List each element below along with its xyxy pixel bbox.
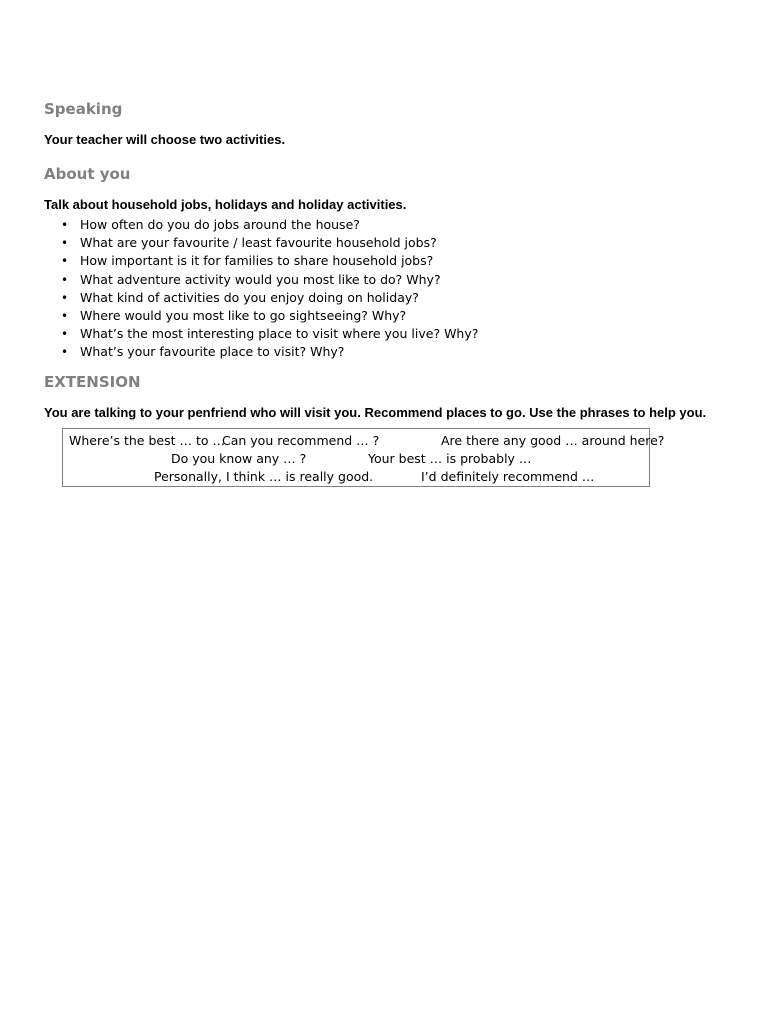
bullet-icon: • [61, 236, 69, 251]
about-you-instruction: Talk about household jobs, holidays and holiday activities. [44, 197, 407, 212]
bullet-icon: • [61, 327, 69, 342]
phrase: I’d definitely recommend … [421, 469, 595, 484]
list-item [44, 307, 478, 325]
list-item [44, 343, 478, 361]
list-item [44, 289, 478, 307]
bullet-icon: • [61, 218, 69, 232]
speaking-heading: Speaking [44, 100, 123, 118]
question-text: How important is it for families to share household jobs? [80, 253, 434, 269]
bullet-icon: • [61, 290, 69, 305]
bullet-icon: • [61, 345, 69, 360]
list-item [44, 271, 478, 289]
bullet-icon: • [61, 272, 69, 287]
extension-instruction: You are talking to your penfriend who will visit you. Recommend places to go. Use the phrases to help you. [44, 405, 707, 420]
list-item [44, 252, 478, 270]
list-item [44, 325, 478, 343]
question-list [44, 216, 478, 362]
phrase: Are there any good … around here? [441, 433, 665, 448]
phrase: Do you know any … ? [171, 451, 307, 466]
question-text: Where would you most like to go sightseeing? Why? [80, 307, 407, 323]
phrase: Where’s the best … to … [69, 433, 225, 448]
phrase: Personally, I think … is really good. [154, 469, 374, 484]
question-text: How often do you do jobs around the house? [80, 217, 360, 232]
extension-heading: EXTENSION [44, 373, 141, 391]
bullet-icon: • [61, 254, 69, 269]
about-you-heading: About you [44, 165, 131, 183]
list-item [44, 216, 478, 234]
phrase: Can you recommend … ? [222, 433, 380, 448]
question-text: What adventure activity would you most like to do? Why? [80, 271, 441, 287]
question-text: What kind of activities do you enjoy doing on holiday? [80, 289, 419, 305]
list-item [44, 234, 478, 252]
phrase-box [62, 428, 665, 487]
speaking-instruction: Your teacher will choose two activities. [44, 132, 286, 147]
question-text: What’s the most interesting place to visit where you live? Why? [80, 326, 479, 342]
question-text: What’s your favourite place to visit? Why? [80, 344, 345, 360]
phrase: Your best … is probably … [368, 451, 532, 466]
question-text: What are your favourite / least favourite household jobs? [80, 235, 437, 251]
bullet-icon: • [61, 308, 69, 323]
